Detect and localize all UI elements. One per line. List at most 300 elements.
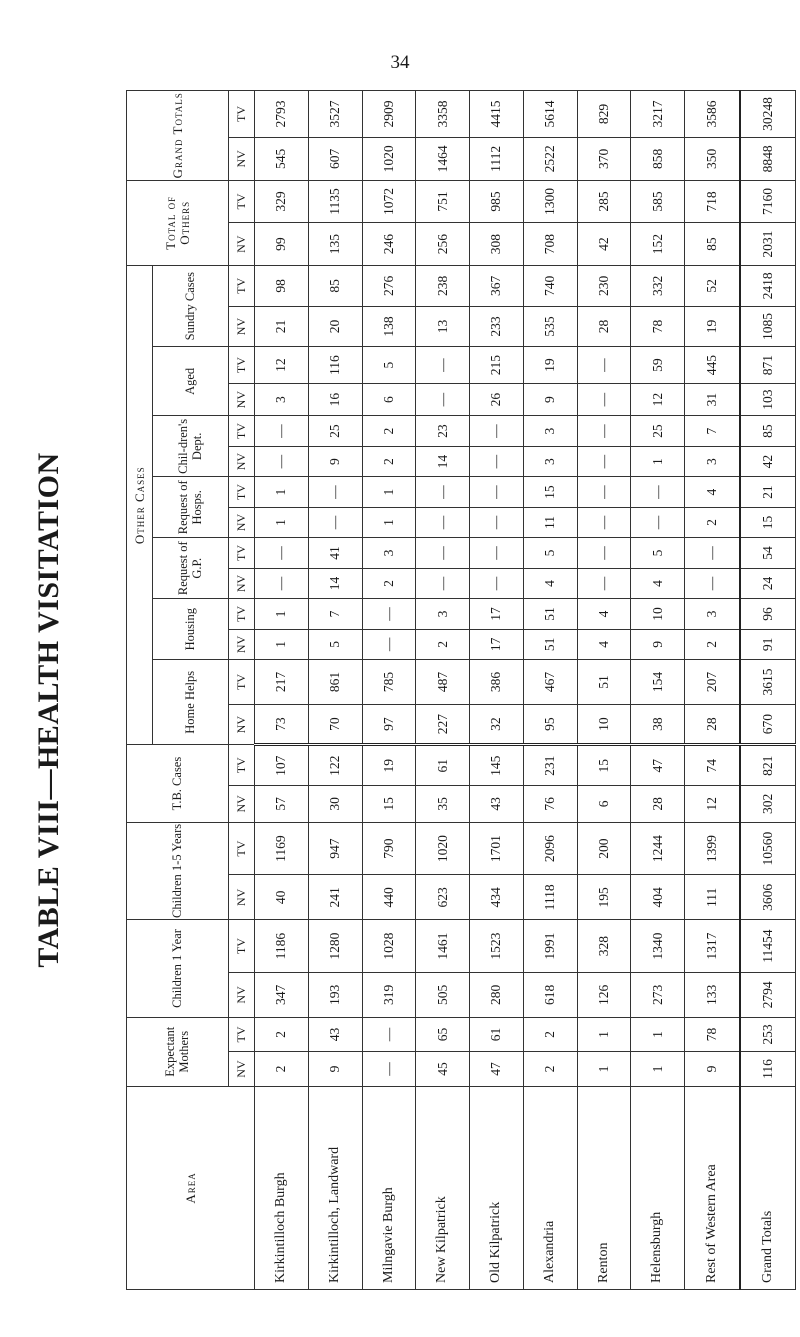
table-cell: 7 [685,416,740,446]
table-cell: — [308,507,362,537]
table-title: TABLE VIII—HEALTH VISITATION [32,452,65,968]
table-cell: 30248 [740,91,796,138]
tv-column-header: TV [229,822,255,875]
table-cell: 790 [362,822,416,875]
table-cell: 607 [308,137,362,180]
table-cell: 1 [577,1052,631,1087]
table-cell: 99 [255,223,309,266]
table-cell: 1244 [631,822,685,875]
table-cell: 285 [577,180,631,223]
table-cell: 78 [631,306,685,347]
table-cell: — [577,446,631,476]
table-cell: 111 [685,875,740,920]
table-cell: 985 [470,180,524,223]
table-cell: 4 [685,477,740,507]
table-cell: 12 [685,786,740,823]
table-cell: 829 [577,91,631,138]
table-cell: 3586 [685,91,740,138]
table-cell: 1028 [362,920,416,973]
tv-column-header: TV [229,347,255,384]
table-cell: 40 [255,875,309,920]
table-cell: 273 [631,973,685,1018]
table-cell: 9 [685,1052,740,1087]
other-cases-header: Other Cases [127,265,153,744]
area-name: Kirkintilloch Burgh [255,1086,309,1289]
table-cell: 200 [577,822,631,875]
table-cell: 535 [523,306,577,347]
total-of-others-header: Total of Others [127,180,229,265]
table-cell: 740 [523,265,577,306]
children-1-5-years-header: Children 1-5 Years [127,822,229,920]
table-cell: 47 [631,745,685,786]
table-cell: 12 [255,347,309,384]
tv-column-header: TV [229,660,255,705]
table-cell: 1169 [255,822,309,875]
table-cell: — [631,477,685,507]
table-cell: 585 [631,180,685,223]
table-cell: 35 [416,786,470,823]
table-cell: 3217 [631,91,685,138]
home-helps-header: Home Helps [153,660,229,745]
table-cell: — [470,538,524,568]
table-cell: — [470,416,524,446]
table-cell: 7160 [740,180,796,223]
table-cell: 328 [577,920,631,973]
area-name: Renton [577,1086,631,1289]
table-cell: 14 [308,568,362,598]
table-cell: 45 [416,1052,470,1087]
area-name: Kirkintilloch, Landward [308,1086,362,1289]
table-cell: — [362,599,416,629]
table-cell: 28 [577,306,631,347]
table-cell: 233 [470,306,524,347]
table-cell: — [577,347,631,384]
table-cell: — [416,507,470,537]
table-cell: 26 [470,383,524,416]
table-cell: 43 [308,1017,362,1052]
table-cell: 31 [685,383,740,416]
table-cell: 61 [416,745,470,786]
table-cell: — [685,538,740,568]
aged-header: Aged [153,347,229,416]
table-cell: 154 [631,660,685,705]
table-cell: 2909 [362,91,416,138]
table-cell: 14 [416,446,470,476]
table-cell: 21 [255,306,309,347]
table-cell: 276 [362,265,416,306]
request-hosps-header: Request of Hosps. [153,477,229,538]
tv-column-header: TV [229,1017,255,1052]
table-cell: 85 [685,223,740,266]
tv-column-header: TV [229,599,255,629]
table-cell: — [577,538,631,568]
table-cell: 61 [470,1017,524,1052]
table-cell: — [255,538,309,568]
table-cell: 126 [577,973,631,1018]
table-cell: 3527 [308,91,362,138]
table-row [362,91,416,1290]
area-name: Rest of Western Area [685,1086,740,1289]
table-cell: 256 [416,223,470,266]
table-cell: — [416,538,470,568]
table-cell: 2418 [740,265,796,306]
table-cell: 3 [362,538,416,568]
table-cell: 74 [685,745,740,786]
table-cell: 138 [362,306,416,347]
nv-column-header: NV [229,1052,255,1087]
table-cell: 133 [685,973,740,1018]
nv-column-header: NV [229,446,255,476]
table-cell: 1280 [308,920,362,973]
table-cell: 51 [577,660,631,705]
table-cell: 95 [523,704,577,745]
table-cell: 861 [308,660,362,705]
table-cell: 215 [470,347,524,384]
table-cell: — [470,477,524,507]
table-cell: 15 [523,477,577,507]
area-name: Alexandria [523,1086,577,1289]
table-cell: — [685,568,740,598]
table-cell: 19 [523,347,577,384]
table-cell: 65 [416,1017,470,1052]
table-cell: 670 [740,704,796,745]
page-number: 34 [390,52,410,73]
area-header: Area [127,1086,255,1289]
table-cell: 17 [470,629,524,659]
table-cell: 152 [631,223,685,266]
table-cell: 76 [523,786,577,823]
table-cell: 367 [470,265,524,306]
nv-column-header: NV [229,973,255,1018]
table-cell: 319 [362,973,416,1018]
table-cell: 440 [362,875,416,920]
table-cell: 467 [523,660,577,705]
table-cell: 1112 [470,137,524,180]
table-cell: 545 [255,137,309,180]
table-cell: 1 [255,477,309,507]
table-cell: 1464 [416,137,470,180]
table-cell: 4415 [470,91,524,138]
table-cell: 1 [577,1017,631,1052]
table-cell: 10 [577,704,631,745]
nv-column-header: NV [229,875,255,920]
table-cell: 3 [685,446,740,476]
table-cell: 12 [631,383,685,416]
table-cell: 85 [740,416,796,446]
table-row [523,91,577,1290]
table-cell: — [416,568,470,598]
table-cell: 3 [523,416,577,446]
table-cell: 947 [308,822,362,875]
table-cell: — [308,477,362,507]
table-cell: 20 [308,306,362,347]
table-cell: 11454 [740,920,796,973]
table-cell: 1 [631,446,685,476]
table-cell: 623 [416,875,470,920]
table-cell: — [577,416,631,446]
table-cell: 47 [470,1052,524,1087]
table-cell: 2 [362,416,416,446]
table-cell: 2793 [255,91,309,138]
table-cell: 3358 [416,91,470,138]
table-cell: 15 [740,507,796,537]
table-cell: 10560 [740,822,796,875]
table-cell: 718 [685,180,740,223]
table-cell: 231 [523,745,577,786]
table-cell: — [631,507,685,537]
table-cell: 4 [631,568,685,598]
table-cell: 2096 [523,822,577,875]
table-cell: 708 [523,223,577,266]
table-cell: 217 [255,660,309,705]
table-cell: 43 [470,786,524,823]
table-cell: 858 [631,137,685,180]
table-cell: 1 [255,599,309,629]
table-cell: 9 [523,383,577,416]
table-cell: 2794 [740,973,796,1018]
health-visitation-table-rotated [126,90,796,1290]
table-cell: 38 [631,704,685,745]
table-cell: 17 [470,599,524,629]
table-cell: 122 [308,745,362,786]
table-cell: 1020 [362,137,416,180]
table-cell: — [577,507,631,537]
table-cell: 6 [577,786,631,823]
table-cell: — [470,507,524,537]
table-cell: 1461 [416,920,470,973]
table-cell: — [362,1052,416,1087]
table-cell: — [362,629,416,659]
table-cell: 116 [740,1052,796,1087]
table-cell: 19 [362,745,416,786]
table-row [255,91,309,1290]
table-cell: 280 [470,973,524,1018]
table-cell: 1186 [255,920,309,973]
table-cell: 25 [631,416,685,446]
table-cell: 3 [523,446,577,476]
table-cell: 1300 [523,180,577,223]
table-cell: 434 [470,875,524,920]
table-cell: 193 [308,973,362,1018]
table-cell: 1085 [740,306,796,347]
table-cell: 73 [255,704,309,745]
table-cell: — [362,1017,416,1052]
table-cell: 4 [577,629,631,659]
table-row [308,91,362,1290]
table-cell: 23 [416,416,470,446]
table-cell: 3 [685,599,740,629]
table-cell: 238 [416,265,470,306]
table-cell: 302 [740,786,796,823]
table-cell: 347 [255,973,309,1018]
area-name: New Kilpatrick [416,1086,470,1289]
table-row [416,91,470,1290]
table-cell: 1991 [523,920,577,973]
table-cell: 1 [255,507,309,537]
table-cell: 10 [631,599,685,629]
table-cell: — [255,568,309,598]
nv-column-header: NV [229,306,255,347]
nv-column-header: NV [229,223,255,266]
table-cell: 25 [308,416,362,446]
table-cell: 1135 [308,180,362,223]
table-cell: 9 [631,629,685,659]
table-row [470,91,524,1290]
nv-column-header: NV [229,629,255,659]
table-cell: 1701 [470,822,524,875]
table-cell: 445 [685,347,740,384]
table-cell: 821 [740,745,796,786]
table-cell: — [470,568,524,598]
tv-column-header: TV [229,265,255,306]
tv-column-header: TV [229,180,255,223]
tv-column-header: TV [229,745,255,786]
table-cell: 207 [685,660,740,705]
table-cell: — [416,477,470,507]
table-cell: 9 [308,446,362,476]
sundry-cases-header: Sundry Cases [153,265,229,346]
table-cell: 227 [416,704,470,745]
table-cell: — [416,383,470,416]
table-cell: 370 [577,137,631,180]
table-cell: — [470,446,524,476]
table-cell: 1 [631,1017,685,1052]
table-cell: 28 [685,704,740,745]
table-cell: 785 [362,660,416,705]
table-cell: 6 [362,383,416,416]
table-cell: 2 [255,1017,309,1052]
table-cell: — [255,416,309,446]
table-cell: 2522 [523,137,577,180]
table-cell: 5 [523,538,577,568]
table-cell: 103 [740,383,796,416]
table-cell: 1020 [416,822,470,875]
table-cell: — [416,347,470,384]
table-cell: 1118 [523,875,577,920]
table-cell: 96 [740,599,796,629]
area-name: Helensburgh [631,1086,685,1289]
table-row [685,91,740,1290]
table-cell: 487 [416,660,470,705]
nv-column-header: NV [229,786,255,823]
nv-column-header: NV [229,704,255,745]
table-cell: 8848 [740,137,796,180]
table-cell: 3615 [740,660,796,705]
grand-totals-header: Grand Totals [127,91,229,181]
table-cell: 5 [631,538,685,568]
table-cell: — [255,446,309,476]
tb-cases-header: T.B. Cases [127,745,229,822]
table-cell: 3606 [740,875,796,920]
table-cell: 5 [362,347,416,384]
table-cell: 1399 [685,822,740,875]
tv-column-header: TV [229,91,255,138]
table-cell: 13 [416,306,470,347]
table-cell: 246 [362,223,416,266]
table-cell: 1 [362,507,416,537]
table-cell: 28 [631,786,685,823]
table-cell: — [577,477,631,507]
table-cell: 15 [577,745,631,786]
tv-column-header: TV [229,477,255,507]
table-cell: 1317 [685,920,740,973]
table-row [577,91,631,1290]
table-cell: 3 [255,383,309,416]
table-cell: 107 [255,745,309,786]
table-cell: 30 [308,786,362,823]
table-cell: 7 [308,599,362,629]
table-cell: 2 [362,568,416,598]
table-cell: 2 [523,1017,577,1052]
table-cell: 57 [255,786,309,823]
table-cell: 230 [577,265,631,306]
table-cell: 241 [308,875,362,920]
table-cell: 2 [362,446,416,476]
table-cell: 4 [523,568,577,598]
table-cell: 1 [255,629,309,659]
table-cell: 329 [255,180,309,223]
table-cell: 253 [740,1017,796,1052]
table-cell: 2 [416,629,470,659]
nv-column-header: NV [229,568,255,598]
health-visitation-table [126,90,796,1290]
table-cell: 404 [631,875,685,920]
tv-column-header: TV [229,416,255,446]
table-cell: — [577,568,631,598]
table-cell: 1340 [631,920,685,973]
area-name: Grand Totals [740,1086,796,1289]
table-row [631,91,685,1290]
children-1-year-header: Children 1 Year [127,920,229,1018]
table-cell: 505 [416,973,470,1018]
table-cell: 19 [685,306,740,347]
table-cell: 195 [577,875,631,920]
table-cell: 1 [631,1052,685,1087]
table-cell: 2031 [740,223,796,266]
table-cell: 15 [362,786,416,823]
table-cell: 618 [523,973,577,1018]
table-cell: 350 [685,137,740,180]
housing-header: Housing [153,599,229,660]
table-cell: 42 [740,446,796,476]
table-cell: 41 [308,538,362,568]
nv-column-header: NV [229,137,255,180]
table-cell: 1523 [470,920,524,973]
tv-column-header: TV [229,920,255,973]
table-cell: 52 [685,265,740,306]
table-row [740,91,796,1290]
table-cell: 2 [255,1052,309,1087]
table-cell: 135 [308,223,362,266]
table-cell: 1 [362,477,416,507]
table-cell: 871 [740,347,796,384]
table-cell: 51 [523,629,577,659]
table-cell: 5 [308,629,362,659]
table-cell: 4 [577,599,631,629]
tv-column-header: TV [229,538,255,568]
area-name: Milngavie Burgh [362,1086,416,1289]
table-cell: 751 [416,180,470,223]
table-cell: 24 [740,568,796,598]
nv-column-header: NV [229,507,255,537]
childrens-dept-header: Chil-dren's Dept. [153,416,229,477]
table-cell: 1072 [362,180,416,223]
nv-column-header: NV [229,383,255,416]
expectant-mothers-header: Expectant Mothers [127,1017,229,1086]
request-gp-header: Request of G.P. [153,538,229,599]
table-cell: 70 [308,704,362,745]
table-cell: 2 [523,1052,577,1087]
